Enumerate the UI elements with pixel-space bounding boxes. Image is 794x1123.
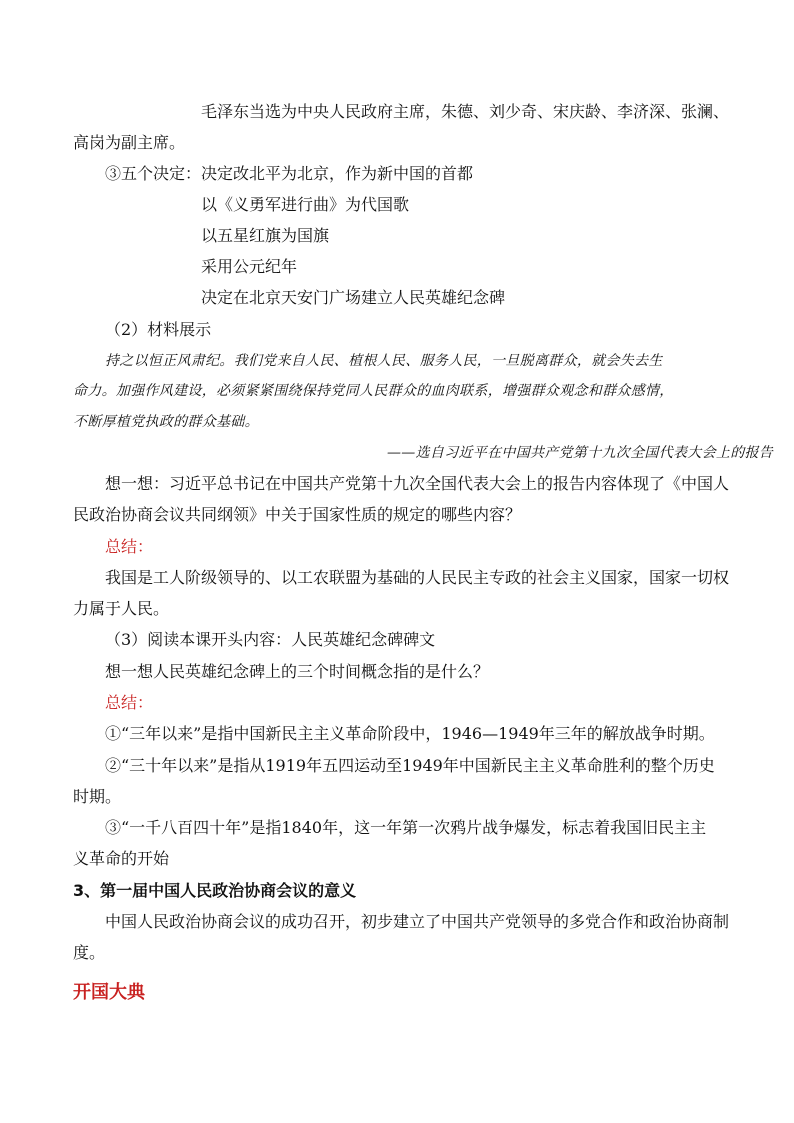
list-item: 以《义勇军进行曲》为代国歌 <box>201 195 410 214</box>
summary-label: 总结： <box>105 693 154 712</box>
paragraph-line: 毛泽东当选为中央人民政府主席，朱德、刘少奇、宋庆龄、李济深、张澜、 <box>201 102 730 121</box>
question-line: 想一想人民英雄纪念碑上的三个时间概念指的是什么？ <box>105 662 490 681</box>
section-title: 开国大典 <box>73 982 145 1003</box>
paragraph-line: 力属于人民。 <box>73 599 170 618</box>
question-line: 民政治协商会议共同纲领》中关于国家性质的规定的哪些内容？ <box>73 505 522 524</box>
paragraph-line: 时期。 <box>73 787 122 806</box>
paragraph-line: 高岗为副主席。 <box>73 133 186 152</box>
list-item: 采用公元纪年 <box>201 257 298 276</box>
section-label: （2）材料展示 <box>105 320 212 339</box>
paragraph-line: ③“一千八百四十年”是指1840年，这一年第一次鸦片战争爆发，标志着我国旧民主主 <box>105 818 707 837</box>
list-item: 决定在北京天安门广场建立人民英雄纪念碑 <box>201 288 506 307</box>
quote-source: ——选自习近平在中国共产党第十九次全国代表大会上的报告 <box>387 445 774 461</box>
section-heading: 3、第一届中国人民政治协商会议的意义 <box>73 881 357 900</box>
paragraph-line: ③五个决定：决定改北平为北京，作为新中国的首都 <box>105 164 474 183</box>
paragraph-line: ②“三十年以来”是指从1919年五四运动至1949年中国新民主主义革命胜利的整个历史 <box>105 756 715 775</box>
quote-line: 不断厚植党执政的群众基础。 <box>73 414 259 430</box>
quote-line: 持之以恒正风肃纪。我们党来自人民、植根人民、服务人民，一旦脱离群众，就会失去生 <box>105 353 663 369</box>
paragraph-line: 义革命的开始 <box>73 849 170 868</box>
list-item: 以五星红旗为国旗 <box>201 226 330 245</box>
paragraph-line: 我国是工人阶级领导的、以工农联盟为基础的人民民主专政的社会主义国家，国家一切权 <box>105 568 730 587</box>
section-label: （3）阅读本课开头内容：人民英雄纪念碑碑文 <box>105 630 436 649</box>
paragraph-line: ①“三年以来”是指中国新民主主义革命阶段中，1946—1949年三年的解放战争时期。 <box>105 724 715 743</box>
quote-line: 命力。加强作风建设，必须紧紧围绕保持党同人民群众的血肉联系，增强群众观念和群众感情， <box>73 383 674 399</box>
question-line: 想一想：习近平总书记在中国共产党第十九次全国代表大会上的报告内容体现了《中国人 <box>105 474 730 493</box>
summary-label: 总结： <box>105 537 154 556</box>
paragraph-line: 中国人民政治协商会议的成功召开，初步建立了中国共产党领导的多党合作和政治协商制 <box>105 912 730 931</box>
paragraph-line: 度。 <box>73 943 106 962</box>
